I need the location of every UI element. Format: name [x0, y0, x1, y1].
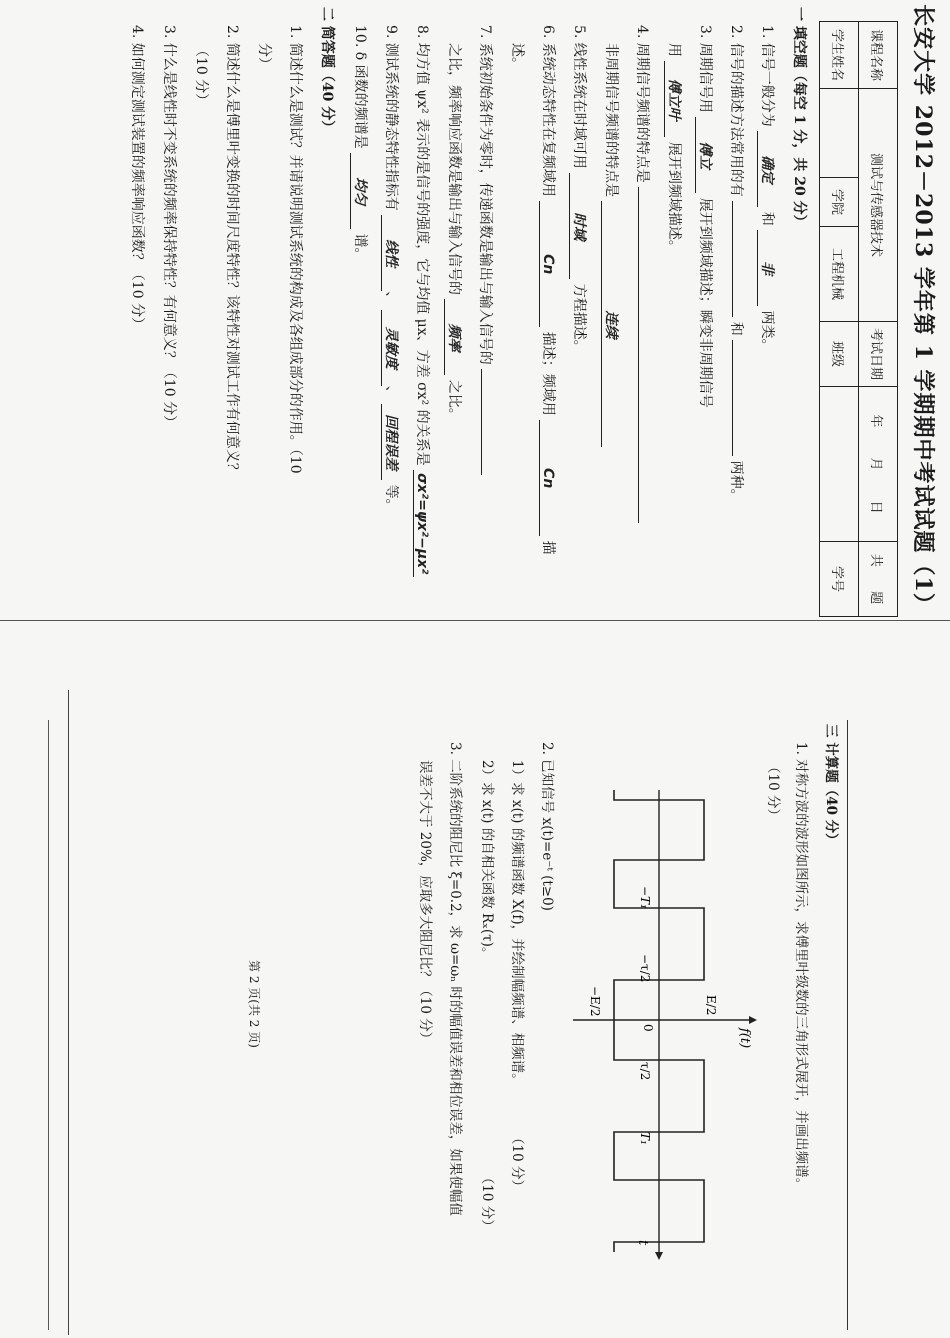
calc-question-2-part2	[479, 760, 499, 1233]
q9-answer-3: 回程误差	[381, 404, 402, 480]
id-cell	[820, 542, 859, 617]
q5-text-b: 方程描述。	[571, 283, 587, 354]
f-axis-arrow	[749, 1016, 757, 1024]
short-question-4: 4. 如何测定测试装置的频率响应函数？（10 分）	[129, 25, 145, 332]
short-question-2: 2. 简述什么是傅里叶变换的时间尺度特性？该特性对测试工作有何意义？	[224, 25, 240, 477]
question-4-cont	[601, 43, 622, 447]
q7-text-c: 之比。	[446, 379, 462, 422]
q9-text-a: 9. 测试系统的静态特性指标有	[383, 25, 399, 211]
q5-text-a: 5. 线性系统在时域可用	[571, 25, 587, 169]
q3-text-a: 3. 周期信号用	[697, 25, 713, 113]
f-axis-label: f(t)	[737, 1028, 752, 1049]
q2-part1-text: 1）求 x(t) 的频谱函数 X(f)，并绘制幅频谱、相频谱。	[509, 760, 525, 1087]
q1-text-b: 和	[759, 211, 775, 226]
section2-heading: 二 简答题（40 分）	[319, 7, 335, 135]
class-value	[820, 387, 859, 542]
question-7-cont	[444, 43, 465, 422]
q10-text-b: 谱。	[352, 233, 368, 262]
college-value: 工程机械	[820, 227, 859, 322]
q8-answer-1: σx²=ψx²−μx²	[413, 470, 430, 577]
question-10	[350, 25, 371, 262]
short-question-1-cont: 分）	[256, 43, 272, 71]
q2-blank-1	[732, 201, 733, 317]
label-tau-pos: τ/2	[638, 1062, 652, 1081]
question-3-cont	[664, 43, 685, 254]
calc-question-2-part1	[509, 760, 529, 1193]
section3-heading: 三 计算题（40 分）	[823, 724, 839, 847]
q6-answer-2: Cn	[539, 420, 556, 536]
q4-answer-1: 连续	[601, 201, 622, 447]
label-e-pos: E/2	[704, 995, 718, 1016]
calc-question-3: 3. 二阶系统的阻尼比 ξ=0.2，求 ω=ωₙ 时的幅值误差和相位误差，如果使幅值	[447, 742, 463, 1216]
q3-text-d: 展开到频域描述。	[666, 141, 682, 254]
q5-answer-1: 时域	[569, 173, 590, 279]
q4-blank-1	[638, 187, 639, 523]
q2-text-b: 和	[728, 321, 744, 336]
q7-blank-1	[481, 369, 482, 475]
t-axis-label: t	[635, 1240, 650, 1246]
month-label: 月	[868, 457, 884, 471]
q2-part2-text: 2）求 x(t) 的自相关函数 Rₓ(τ)。	[479, 760, 495, 961]
q10-text-a: 10. δ 函数的频谱是	[352, 25, 368, 149]
q2-part1-points: （10 分）	[509, 1130, 525, 1193]
student-value	[820, 89, 859, 178]
total-label: 共	[868, 553, 884, 567]
q7-text-b: 之比，频率响应函数是输出与输入信号的	[446, 43, 462, 295]
id-label: 学号	[829, 565, 845, 592]
question-6-cont: 述。	[509, 43, 525, 71]
student-label: 学生姓名	[820, 22, 859, 89]
short-question-3: 3. 什么是线性时不变系统的频率保持特性？有何意义？（10 分）	[161, 25, 177, 430]
question-9: 9. 测试系统的静态特性指标有 线性、 灵敏度、 回程误差 等。	[381, 25, 402, 513]
calc-question-2: 2. 已知信号 x(t)=e⁻ᵗ (t≥0)	[539, 742, 555, 911]
question-7	[476, 25, 496, 475]
class-label: 班级	[820, 322, 859, 387]
calc-question-3-cont: 误差不大于 20%，应取多大阻尼比？（10 分）	[417, 760, 433, 1046]
questions-label: 题	[868, 591, 884, 605]
q1-text-c: 两类。	[759, 310, 775, 353]
q8-text-a: 8. 均方值 ψx² 表示的是信号的强度，它与均值 μx、方差 σx² 的关系是	[414, 25, 430, 466]
label-tau-neg: −τ/2	[638, 954, 652, 983]
question-3	[695, 25, 716, 408]
question-8	[413, 25, 433, 577]
q3-answer-2: 傅立叶	[664, 61, 685, 137]
exam-header-table	[819, 21, 898, 617]
section1-heading: 一 填空题（每空 1 分，共 20 分）	[791, 7, 807, 229]
q1-answer-2: 非	[757, 230, 778, 306]
exam-page-1	[5, 3, 940, 617]
college-label: 学院	[820, 178, 859, 227]
q3-answer-1: 傅立	[695, 117, 716, 193]
question-5	[569, 25, 590, 354]
t-axis-arrow	[655, 1252, 663, 1260]
label-t1-pos: T₁	[638, 1132, 652, 1145]
year-label: 年	[868, 414, 884, 428]
q6-answer-1: Cn	[539, 201, 556, 327]
total-questions	[859, 542, 898, 617]
q2-blank-2	[732, 340, 733, 456]
label-e-neg: −E/2	[588, 986, 602, 1017]
page-footer: 第 2 页(共 2 页)	[247, 960, 261, 1048]
q6-text-c: 描	[540, 540, 556, 555]
q3-text-b: 展开到频域描述；瞬变非周期信号	[697, 197, 713, 408]
q6-text-b: 描述；频域用	[540, 331, 556, 416]
question-4	[633, 25, 653, 523]
exam-page-2	[48, 720, 848, 1330]
short-question-2-cont: （10 分）	[193, 43, 209, 108]
question-1	[757, 25, 778, 353]
q1-answer-1: 确定	[757, 131, 778, 207]
q9-answer-2: 灵敏度	[381, 310, 402, 386]
q9-answer-1: 线性	[381, 215, 402, 291]
date-label: 考试日期	[859, 322, 898, 387]
q7-answer-1: 频率	[444, 299, 465, 375]
q10-answer-1: 均匀	[350, 153, 371, 229]
question-6	[539, 25, 559, 555]
exam-title: 长安大学 2012－2013 学年第 1 学期期中考试试题（1）	[910, 4, 936, 616]
q2-text-c: 两种。	[728, 460, 744, 503]
q2-text-a: 2. 信号的描述方法常用的有	[728, 25, 744, 197]
short-question-1: 1. 简述什么是测试？并请说明测试系统的构成及各组成部分的作用。（10	[287, 25, 303, 474]
date-value	[859, 387, 898, 542]
q6-text-a: 6. 系统动态特性在复频域用	[540, 25, 556, 197]
label-origin: 0	[641, 1024, 655, 1032]
course-value: 测试与传感器技术	[859, 89, 898, 322]
q4-text-b: 非周期信号频谱的特点是	[603, 43, 619, 197]
q9-text-b: 等。	[383, 484, 399, 513]
day-label: 日	[868, 500, 884, 514]
q1-text-a: 1. 信号一般分为	[759, 25, 775, 127]
q4-text-a: 4. 周期信号频谱的特点是	[634, 25, 650, 183]
calc-question-1: 1. 对称方波的波形如图所示，求傅里叶级数的三角形式展开，并画出频谱。	[793, 742, 809, 1192]
q7-text-a: 7. 系统初始条件为零时，传递函数是输出与输入信号的	[477, 25, 493, 365]
course-label: 课程名称	[859, 22, 898, 89]
question-2	[727, 25, 747, 503]
q3-text-c: 用	[666, 43, 682, 57]
label-t1-neg: −T₁	[638, 886, 652, 909]
square-wave-figure	[571, 790, 759, 1260]
page-1-bottom-edge	[0, 620, 950, 621]
calc-question-1-cont: （10 分）	[765, 760, 781, 822]
q2-part2-points: （10 分）	[479, 1170, 495, 1233]
